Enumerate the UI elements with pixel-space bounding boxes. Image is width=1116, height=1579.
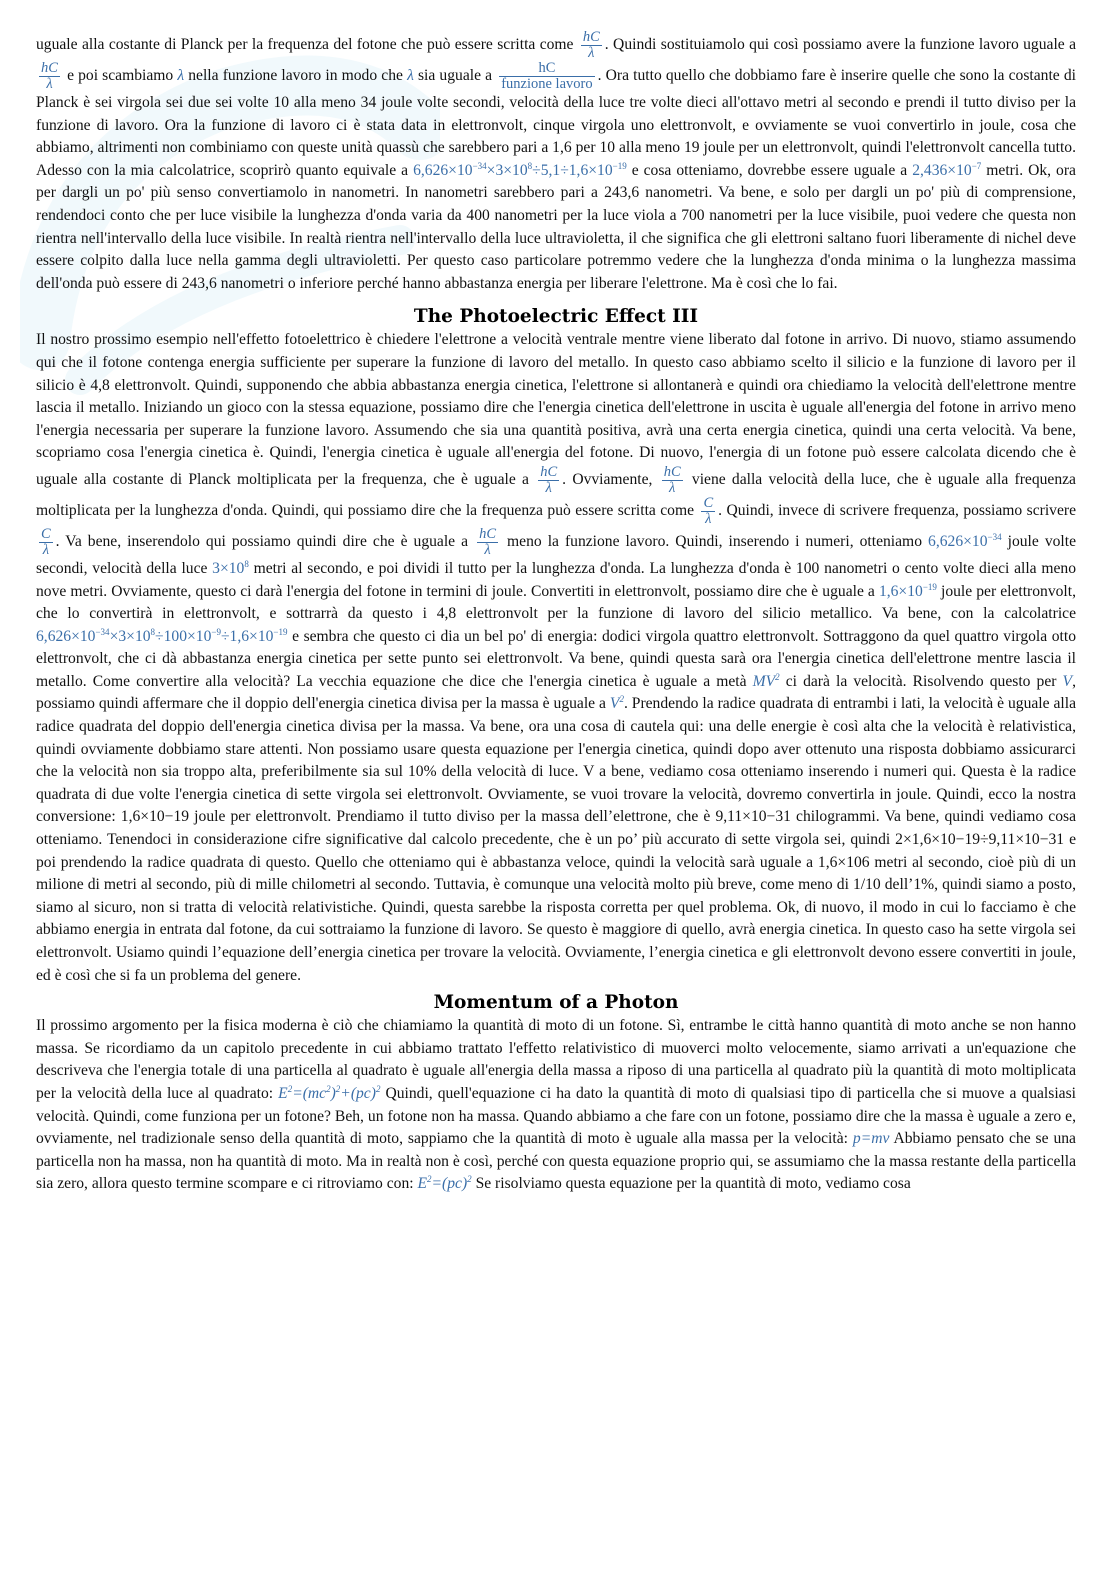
formula-planck-constant: $6,626\times 10^{-34}$ xyxy=(928,531,1002,550)
text-run: Se risolviamo questa equazione per la quantità di moto, vediamo cosa xyxy=(475,1175,911,1193)
text-run: Il nostro prossimo esempio nell'effetto fotoelettrico è chiedere l'elettrone a velocità ventrale mentre viene liberato dal fotone in arrivo. Di nuovo, stiamo assumendo qui che il fotone contenga energia sufficiente per superare la funzione di lavoro del metallo. In questo caso abbiamo scelto il silicio e la funzione di lavoro per il silicio è 4,8 elettronvolt. Quindi, supponendo che abbia abbastanza energia cinetica, l'elettrone si allontanerà e quindi ora chiediamo la velocità dell'elettrone mentre lascia il metallo. Iniziando un gioco con la stessa equazione, possiamo dire che l'energia cinetica dell'elettrone in uscita è uguale all'energia del fotone in arrivo meno l'energia necessaria per superare la funzione lavoro. Assumendo che sia una quantità positiva, avrà una certa energia cinetica, quindi una certa velocità. Va bene, scopriamo cosa l'energia cinetica è. Quindi, l'energia cinetica è uguale all'energia del fotone. Di nuovo, l'energia di un fotone può essere calcolata dicendo che è uguale alla costante di Planck moltiplicata per la frequenza, che è uguale a xyxy=(36,331,1076,488)
formula-v-squared: $V^2$ xyxy=(609,694,624,713)
formula-mv-squared: $MV^2$ xyxy=(752,671,780,690)
text-run: e cosa otteniamo, dovrebbe essere uguale a xyxy=(631,161,908,179)
text-run: uguale alla costante di Planck per la frequenza del fotone che può essere scritta come xyxy=(36,36,574,54)
text-run: Abbiamo pensato che se una particella non ha massa, non ha quantità di moto. Ma in realtà non è così, perché con questa equazione proprio qui, se assumiamo che la massa restante della particella sia zero, allora questo termine scompare e ci ritroviamo con: xyxy=(36,1130,1076,1193)
fraction-c-over-lambda: $\frac{C}{\lambda}$ xyxy=(703,494,714,527)
text-run: e sembra che questo ci dia un bel po' di energia: dodici virgola quattro elettronvolt. Sottraggono da quel quattro virgola otto elettronvolt, che ci dà abbastanza energia cinetica per sette punto sei elettronvolt. Va bene, quindi questa sarà ora l'energia cinetica dell'elettrone mentre lascia il metallo. Come convertire alla velocità? La vecchia equazione che dice che l'energia cinetica è uguale a metà xyxy=(36,627,1077,690)
fraction-hc-over-lambda: $\frac{hC}{\lambda}$ xyxy=(41,60,58,92)
formula-energy-momentum: $E^2=(mc^2)^2+(pc)^2$ xyxy=(278,1083,381,1102)
text-run: joule volte secondi, velocità della luce xyxy=(36,532,1077,577)
formula-calc-1: $6,626\times 10^{-34}\times 3\times 10^8\div 5,1\div 1,6\times 10^{-19}$ xyxy=(413,160,627,179)
document-page xyxy=(36,30,1076,1196)
paragraph-work-function xyxy=(36,30,1076,295)
fraction-hc-over-lambda: $\frac{hC}{\lambda}$ xyxy=(540,463,558,496)
text-run: nella funzione lavoro in modo che xyxy=(188,67,403,85)
paragraph-photoelectric-3 xyxy=(36,329,1076,987)
text-run: viene dalla velocità della luce, che è uguale alla frequenza moltiplicata per la lunghezza d'onda. Quindi, qui possiamo dire che la frequenza può essere scritta come xyxy=(36,470,1076,519)
formula-speed-of-light: $3\times 10^8$ xyxy=(212,558,249,577)
text-run: . Va bene, inserendolo qui possiamo quindi dire che è uguale a xyxy=(55,532,469,550)
fraction-c-over-lambda: $\frac{C}{\lambda}$ xyxy=(41,525,51,558)
text-run: Quindi, quell'equazione ci ha dato la quantità di moto di qualsiasi tipo di particella che si muove a qualsiasi velocità. Quindi, come funziona per un fotone? Beh, un fotone non ha massa. Quando abbiamo a che fare con un fotone, possiamo dire che la massa è uguale a zero e, ovviamente, nel tradizionale senso della quantità di moto, sappiamo che la quantità di moto è uguale alla massa per la velocità: xyxy=(36,1084,1076,1148)
text-run: ci darà la velocità. Risolvendo questo per xyxy=(785,672,1057,690)
formula-electronvolt: $1,6\times 10^{-19}$ xyxy=(878,581,937,600)
symbol-v: V xyxy=(1062,672,1073,690)
text-run: . Prendendo la radice quadrata di entrambi i lati, la velocità è uguale alla radice quadrata del doppio dell'energia cinetica divisa per la massa. Va bene, ora una cosa di cautela qui: una delle energie è così alta che la velocità è relativistica, quindi ovviamente dobbiamo stare attenti. Non possiamo usare questa equazione per l'energia cinetica, quindi dopo aver ottenuto una risposta dobbiamo assicurarci che la velocità non sia troppo alta, preferibilmente sia sul 10% della velocità di luce. V a bene, vediamo cosa otteniamo inserendo i numeri qui. Questa è la radice quadrata di due volte l'energia cinetica di sette virgola sei elettronvolt. Ovviamente, se vuoi trovare la velocità, dovremo convertirla in joule. Quindi, ecco la nostra conversione: 1,6×10−19 joule per elettronvolt. Prendiamo il tutto diviso per la massa dell’elettrone, che è 9,11×10−31 chilogrammi. Va bene, quindi vediamo cosa otteniamo. Tenendoci in considerazione cifre significative dal calcolo precedente, che è un po’ più accurato di sette virgola sei, quindi 2×1,6×10−19÷9,11×10−31 e poi prendendo la radice quadrata di questo. Quello che otteniamo qui è abbastanza veloce, quindi la velocità sarà uguale a 1,6×106 metri al secondo, cioè più di un milione di metri al secondo, più di mille chilometri al secondo. Tuttavia, è comunque una velocità molto più breve, come meno di 1/10 dell’1%, quindi siamo a posto, siamo al sicuro, non si tratta di velocità relativistiche. Quindi, questa sarebbe la risposta corretta per quel problema. Ok, di nuovo, il modo in cui lo facciamo è che abbiamo energia in entrata dal fotone, da cui sottraiamo la funzione di lavoro. Se questo è maggiore di quello, avrà energia cinetica. In questo caso ha sette virgola sei elettronvolt. Usiamo quindi l’equazione dell’energia cinetica per trovare la velocità. Ovviamente, l’energia cinetica e gli elettronvolt devono essere convertiti in joule, ed è così che si fa un problema del genere. xyxy=(36,695,1076,984)
fraction-hc-over-work-function: hC funzione lavoro xyxy=(501,60,593,92)
text-run: meno la funzione lavoro. Quindi, inserendo i numeri, otteniamo xyxy=(507,532,922,550)
formula-result-1: $2,436\times 10^{-7}$ xyxy=(912,160,982,179)
paragraph-momentum xyxy=(36,1015,1076,1196)
text-run: joule per elettronvolt, che lo convertirà in elettronvolt, e sottrarrà da questo i 4,8 elettronvolt per la funzione di lavoro del silicio metallico. Va bene, con la calcolatrice xyxy=(36,582,1076,623)
section-heading-photoelectric-3: The Photoelectric Effect III xyxy=(413,306,699,328)
text-run: , possiamo quindi affermare che il doppio dell'energia cinetica divisa per la massa è uguale a xyxy=(36,672,1076,713)
text-run: . Quindi, invece di scrivere frequenza, possiamo scrivere xyxy=(718,501,1077,519)
formula-e-squared-pc: $E^2=(pc)^2$ xyxy=(417,1174,472,1193)
section-heading-momentum: Momentum of a Photon xyxy=(433,992,679,1014)
text-run: . Ovviamente, xyxy=(562,470,653,488)
text-run: e poi scambiamo xyxy=(67,67,174,85)
fraction-hc-over-lambda: $\frac{hC}{\lambda}$ xyxy=(663,463,681,496)
symbol-lambda: λ xyxy=(407,67,414,85)
text-run: sia uguale a xyxy=(417,67,493,85)
text-run: metri. Ok, ora per dargli un po' più senso convertiamolo in nanometri. In nanometri sarebbero pari a 243,6 nanometri. Va bene, e solo per dargli un po' più di comprensione, rendendoci conto che per luce visibile la lunghezza d'onda varia da 400 nanometri per la luce viola a 700 nanometri per la luce visibile, puoi vedere che questa non rientra nell'intervallo della luce visibile. In realtà rientra nell'intervallo della luce ultravioletta, il che significa che gli elettroni saltano fuori liberamente di nichel deve essere colpito dalla luce nella gamma degli ultravioletti. Per questo caso particolare potremmo vedere che la lunghezza d'onda minima o la lunghezza massima dell'onda può essere di 243,6 nanometri o inferiore perché hanno abbastanza energia per liberare l'elettrone. Ma è così che lo fai. xyxy=(36,161,1076,292)
text-run: . Quindi sostituiamolo qui così possiamo avere la funzione lavoro uguale a xyxy=(604,36,1076,54)
formula-p-equals-mv: p=mv xyxy=(852,1130,890,1148)
text-run: Il prossimo argomento per la fisica moderna è ciò che chiamiamo la quantità di moto di un fotone. Sì, entrambe le città hanno quantità di moto anche se non hanno massa. Se ricordiamo da un capitolo precedente in cui abbiamo trattato l'effetto relativistico di muoverci molto velocemente, siamo arrivati a un'equazione che descriveva che l'energia totale di una particella al quadrato è uguale all'energia della massa a riposo di una particella al quadrato più la quantità di moto moltiplicata per la velocità della luce al quadrato: xyxy=(36,1017,1076,1102)
fraction-hc-over-lambda: $\frac{hC}{\lambda}$ xyxy=(582,29,600,61)
symbol-lambda: λ xyxy=(177,67,185,85)
text-run: . Ora tutto quello che dobbiamo fare è inserire quelle che sono la costante di Planck è sei virgola sei due sei volte 10 alla meno 34 joule volte secondi, velocità della luce tre volte dieci all'ottavo metri al secondo e prendi il tutto diviso per la funzione di lavoro. Ora la funzione di lavoro ci è stata data in elettronvolt, cinque virgola uno elettronvolt, e ovviamente se vuoi convertirlo in joule, cosa che abbiamo, altrimenti non combiniamo con queste unità quassù che sarebbero pari a 1,6 per 10 alla meno 19 joule per un elettronvolt, quindi l'elettronvolt cancella tutto. Adesso con la mia calcolatrice, scoprirò quanto equivale a xyxy=(36,67,1076,179)
fraction-hc-over-lambda: $\frac{hC}{\lambda}$ xyxy=(479,525,496,558)
formula-calc-2: $6,626\times 10^{-34}\times 3\times 10^8\div 100\times 10^{-9}\div 1,6\times 10^{-19}$ xyxy=(36,626,288,645)
text-run: metri al secondo, e poi dividi il tutto per la lunghezza d'onda. La lunghezza d'onda è 100 nanometri o cento volte dieci alla meno nove metri. Ovviamente, questo ci darà l'energia del fotone in termini di joule. Convertiti in elettronvolt, possiamo dire che è uguale a xyxy=(36,559,1076,600)
